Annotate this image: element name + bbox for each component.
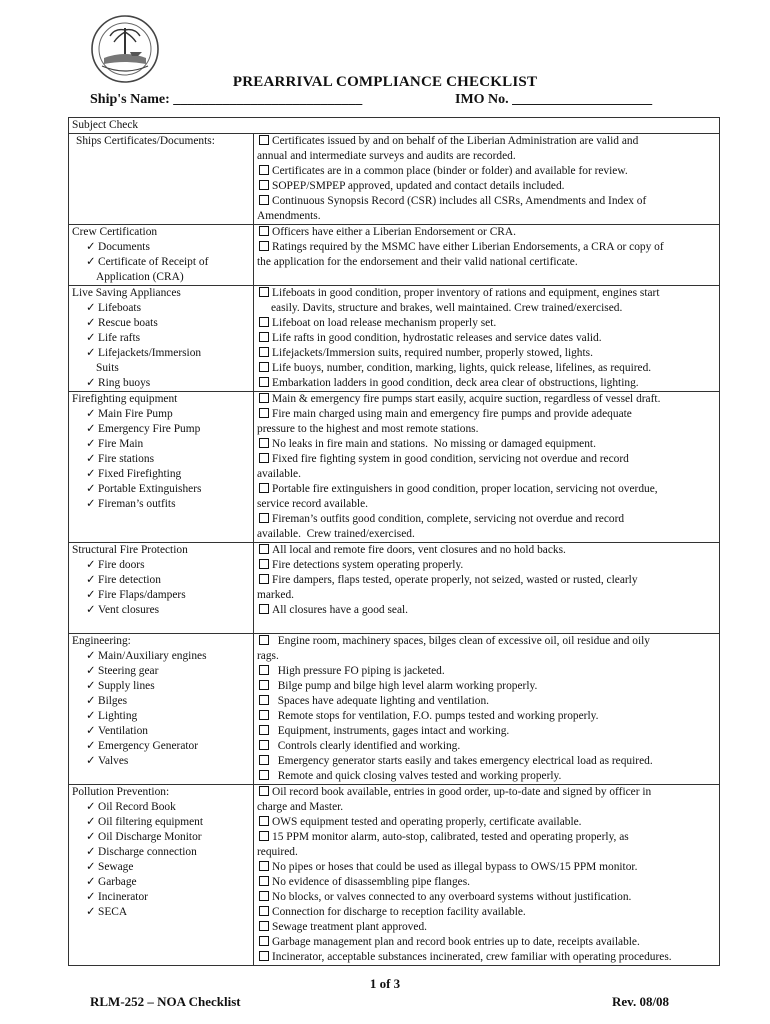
subject-subitem: ✓ Fire Main [86,438,144,450]
subject-subitem: ✓ Vent closures [86,604,160,616]
check-item-line: Embarkation ladders in good condition, deck area clear of obstructions, lighting. [257,376,716,391]
check-item-line: SOPEP/SMPEP approved, updated and contact details included. [257,179,716,194]
check-mark-icon: ✓ [86,483,96,495]
check-item-line: Incinerator, acceptable substances incinerated, crew familiar with operating procedures. [257,950,716,965]
check-item-line: Officers have either a Liberian Endorsement or CRA. [257,225,716,240]
check-items-cell [254,543,720,634]
check-mark-icon: ✓ [86,498,96,510]
check-mark-icon: ✓ [86,574,96,586]
check-item-line: available. [257,468,301,480]
subject-subitem: ✓ Fire Flaps/dampers [86,589,186,601]
check-items-cell [254,286,720,392]
checkbox-icon[interactable] [259,332,269,342]
checkbox-icon[interactable] [259,483,269,493]
checkbox-icon[interactable] [259,891,269,901]
checkbox-icon[interactable] [259,770,269,780]
checkbox-icon[interactable] [259,513,269,523]
subject-subitem: ✓ Bilges [86,695,128,707]
subject-subitem: ✓ Oil Discharge Monitor [86,831,202,843]
checkbox-icon[interactable] [259,287,269,297]
check-mark-icon: ✓ [86,241,96,253]
check-item-line: service record available. [257,498,368,510]
checkbox-icon[interactable] [259,861,269,871]
subject-title: Crew Certification [72,226,158,238]
table-row [69,225,720,286]
check-item-line: pressure to the highest and most remote stations. [257,423,479,435]
subject-subitem: ✓ Supply lines [86,680,155,692]
check-item-line: Controls clearly identified and working. [257,739,716,754]
table-row [69,785,720,966]
subject-subitem: ✓ Main Fire Pump [86,408,173,420]
check-mark-icon: ✓ [86,725,96,737]
subject-title: Live Saving Appliances [72,287,181,299]
subject-subitem: ✓ Life rafts [86,332,141,344]
subject-subitem: ✓ Main/Auxiliary engines [86,650,207,662]
check-item-line: the application for the endorsement and their valid national certificate. [257,256,578,268]
subject-subitem: ✓ Fixed Firefighting [86,468,182,480]
check-item-line: Portable fire extinguishers in good condition, proper location, servicing not overdue, [257,482,716,497]
check-mark-icon: ✓ [86,317,96,329]
check-mark-icon: ✓ [86,665,96,677]
check-item-line: Fire dampers, flaps tested, operate properly, not seized, wasted or rusted, clearly [257,573,716,588]
subject-cell [69,134,254,225]
check-mark-icon: ✓ [86,755,96,767]
check-mark-icon: ✓ [86,468,96,480]
subject-subitem: ✓ Portable Extinguishers [86,483,202,495]
spacer [257,618,716,633]
checkbox-icon[interactable] [259,921,269,931]
table-header: Subject Check [72,119,139,131]
table-row [69,634,720,785]
check-item-line: No leaks in fire main and stations. No missing or damaged equipment. [257,437,716,452]
subject-subitem: ✓ SECA [86,906,128,918]
check-items-cell [254,392,720,543]
subject-subitem: ✓ Fireman’s outfits [86,498,176,510]
checkbox-icon[interactable] [259,377,269,387]
check-item-line: charge and Master. [257,801,344,813]
subject-subitem: ✓ Oil filtering equipment [86,816,204,828]
subject-subitem: ✓ Incinerator [86,891,148,903]
check-mark-icon: ✓ [86,876,96,888]
check-item-line: Remote stops for ventilation, F.O. pumps tested and working properly. [257,709,716,724]
checkbox-icon[interactable] [259,680,269,690]
check-mark-icon: ✓ [86,680,96,692]
table-row [69,286,720,392]
subject-subitem: ✓ Garbage [86,876,137,888]
check-item-line: Connection for discharge to reception facility available. [257,905,716,920]
check-item-line: Garbage management plan and record book entries up to date, receipts available. [257,935,716,950]
checkbox-icon[interactable] [259,725,269,735]
checkbox-icon[interactable] [259,816,269,826]
subject-cell [69,785,254,966]
subject-subitem: ✓ Ring buoys [86,377,151,389]
check-mark-icon: ✓ [86,256,96,268]
check-mark-icon: ✓ [86,438,96,450]
subject-title: Engineering: [72,635,131,647]
subject-cell [69,392,254,543]
check-item-line: OWS equipment tested and operating properly, certificate available. [257,815,716,830]
check-mark-icon: ✓ [86,604,96,616]
check-mark-icon: ✓ [86,347,96,359]
check-item-line: Amendments. [257,210,321,222]
check-item-line: All local and remote fire doors, vent closures and no hold backs. [257,543,716,558]
table-row [69,134,720,225]
subject-cell [69,225,254,286]
subject-title: Ships Certificates/Documents: [76,135,215,147]
check-mark-icon: ✓ [86,453,96,465]
check-item-line: Bilge pump and bilge high level alarm working properly. [257,679,716,694]
subject-cell [69,543,254,634]
check-item-line: easily. Davits, structure and brakes, well maintained. Crew trained/exercised. [271,302,623,314]
subject-subitem: ✓ Lighting [86,710,138,722]
check-item-line: Emergency generator starts easily and takes emergency electrical load as required. [257,754,716,769]
subject-title: Firefighting equipment [72,393,178,405]
check-item-line: Lifejackets/Immersion suits, required number, properly stowed, lights. [257,346,716,361]
checkbox-icon[interactable] [259,740,269,750]
check-item-line: required. [257,846,298,858]
check-item-line: No evidence of disassembling pipe flanges. [257,875,716,890]
subject-subitem: ✓ Lifejackets/Immersion [86,347,202,359]
check-mark-icon: ✓ [86,589,96,601]
check-item-line: Fixed fire fighting system in good condition, servicing not overdue and record [257,452,716,467]
check-mark-icon: ✓ [86,559,96,571]
check-mark-icon: ✓ [86,831,96,843]
checkbox-icon[interactable] [259,135,269,145]
check-item-line: Sewage treatment plant approved. [257,920,716,935]
check-item-line: Certificates issued by and on behalf of the Liberian Administration are valid and [257,134,716,149]
check-mark-icon: ✓ [86,740,96,752]
subject-title: Structural Fire Protection [72,544,188,556]
check-item-line: Life rafts in good condition, hydrostatic releases and service dates valid. [257,331,716,346]
subject-cell [69,634,254,785]
check-item-line: Engine room, machinery spaces, bilges clean of excessive oil, oil residue and oily [257,634,716,649]
form-id: RLM-252 – NOA Checklist [90,994,241,1009]
checkbox-icon[interactable] [259,393,269,403]
page-title: PREARRIVAL COMPLIANCE CHECKLIST [232,74,538,90]
subject-subitem: ✓ Valves [86,755,129,767]
check-mark-icon: ✓ [86,332,96,344]
subject-subitem: ✓ Sewage [86,861,134,873]
checkbox-icon[interactable] [259,906,269,916]
check-item-line: annual and intermediate surveys and audits are recorded. [257,150,516,162]
page-number: 1 of 3 [369,976,401,991]
check-mark-icon: ✓ [86,861,96,873]
checkbox-icon[interactable] [259,755,269,765]
check-item-line: Life buoys, number, condition, marking, lights, quick release, lifelines, as required. [257,361,716,376]
checkbox-icon[interactable] [259,544,269,554]
table-row [69,392,720,543]
subject-subitem: ✓ Oil Record Book [86,801,176,813]
checkbox-icon[interactable] [259,317,269,327]
subject-subitem: ✓ Fire stations [86,453,155,465]
check-mark-icon: ✓ [86,801,96,813]
check-item-line: Lifeboats in good condition, proper inventory of rations and equipment, engines start [257,286,716,301]
subject-subitem: ✓ Fire detection [86,574,161,586]
check-items-cell [254,134,720,225]
check-item-line: Spaces have adequate lighting and ventilation. [257,694,716,709]
check-item-line: Fire main charged using main and emergency fire pumps and provide adequate [257,407,716,422]
check-item-line: Ratings required by the MSMC have either Liberian Endorsements, a CRA or copy of [257,240,716,255]
check-items-cell [254,634,720,785]
subject-subitem: Suits [96,362,119,374]
checkbox-icon[interactable] [259,408,269,418]
imo-number-field[interactable]: IMO No. ____________________ [455,92,653,107]
subject-subitem: ✓ Rescue boats [86,317,158,329]
check-mark-icon: ✓ [86,695,96,707]
subject-subitem: ✓ Emergency Generator [86,740,199,752]
check-mark-icon: ✓ [86,302,96,314]
check-mark-icon: ✓ [86,891,96,903]
checkbox-icon[interactable] [259,831,269,841]
subject-subitem: ✓ Discharge connection [86,846,197,858]
compliance-checklist-table [68,117,720,966]
checkbox-icon[interactable] [259,951,269,961]
check-item-line: Fire detections system operating properly. [257,558,716,573]
checkbox-icon[interactable] [259,665,269,675]
subject-title: Pollution Prevention: [72,786,170,798]
checkbox-icon[interactable] [259,195,269,205]
check-mark-icon: ✓ [86,816,96,828]
check-mark-icon: ✓ [86,377,96,389]
check-mark-icon: ✓ [86,408,96,420]
checkbox-icon[interactable] [259,876,269,886]
check-item-line: Oil record book available, entries in good order, up-to-date and signed by officer in [257,785,716,800]
check-items-cell [254,225,720,286]
checkbox-icon[interactable] [259,347,269,357]
ship-name-field[interactable]: Ship's Name: ___________________________ [90,92,363,107]
checkbox-icon[interactable] [259,226,269,236]
checkbox-icon[interactable] [259,936,269,946]
check-item-line: Fireman’s outfits good condition, complete, servicing not overdue and record [257,512,716,527]
checkbox-icon[interactable] [259,362,269,372]
subject-subitem: ✓ Certificate of Receipt of [86,256,209,268]
checkbox-icon[interactable] [259,604,269,614]
check-item-line: No blocks, or valves connected to any overboard systems without justification. [257,890,716,905]
check-mark-icon: ✓ [86,423,96,435]
check-item-line: Main & emergency fire pumps start easily, acquire suction, regardless of vessel draft. [257,392,716,407]
check-item-line: Remote and quick closing valves tested and working properly. [257,769,716,784]
checkbox-icon[interactable] [259,786,269,796]
check-item-line: Lifeboat on load release mechanism properly set. [257,316,716,331]
checkbox-icon[interactable] [259,710,269,720]
checkbox-icon[interactable] [259,695,269,705]
checkbox-icon[interactable] [259,559,269,569]
checkbox-icon[interactable] [259,438,269,448]
check-item-line: Equipment, instruments, gages intact and working. [257,724,716,739]
check-item-line: No pipes or hoses that could be used as illegal bypass to OWS/15 PPM monitor. [257,860,716,875]
checkbox-icon[interactable] [259,180,269,190]
revision: Rev. 08/08 [612,994,670,1009]
subject-subitem: ✓ Emergency Fire Pump [86,423,201,435]
table-header-row [69,118,720,134]
subject-subitem: ✓ Fire doors [86,559,145,571]
check-mark-icon: ✓ [86,846,96,858]
subject-subitem: ✓ Documents [86,241,150,253]
check-item-line: available. Crew trained/exercised. [257,528,415,540]
checkbox-icon[interactable] [259,241,269,251]
subject-subitem: ✓ Lifeboats [86,302,142,314]
table-row [69,543,720,634]
checkbox-icon[interactable] [259,635,269,645]
checkbox-icon[interactable] [259,574,269,584]
subject-cell [69,286,254,392]
check-item-line: High pressure FO piping is jacketed. [257,664,716,679]
check-mark-icon: ✓ [86,650,96,662]
check-item-line: rags. [257,650,279,662]
subject-subitem: Application (CRA) [96,271,184,283]
subject-subitem: ✓ Ventilation [86,725,148,737]
check-items-cell [254,785,720,966]
check-mark-icon: ✓ [86,710,96,722]
check-item-line: All closures have a good seal. [257,603,716,618]
check-item-line: marked. [257,589,295,601]
checkbox-icon[interactable] [259,453,269,463]
check-item-line: Continuous Synopsis Record (CSR) includes all CSRs, Amendments and Index of [257,194,716,209]
subject-subitem: ✓ Steering gear [86,665,159,677]
check-item-line: Certificates are in a common place (binder or folder) and available for review. [257,164,716,179]
check-mark-icon: ✓ [86,906,96,918]
checkbox-icon[interactable] [259,165,269,175]
check-item-line: 15 PPM monitor alarm, auto-stop, calibrated, tested and operating properly, as [257,830,716,845]
